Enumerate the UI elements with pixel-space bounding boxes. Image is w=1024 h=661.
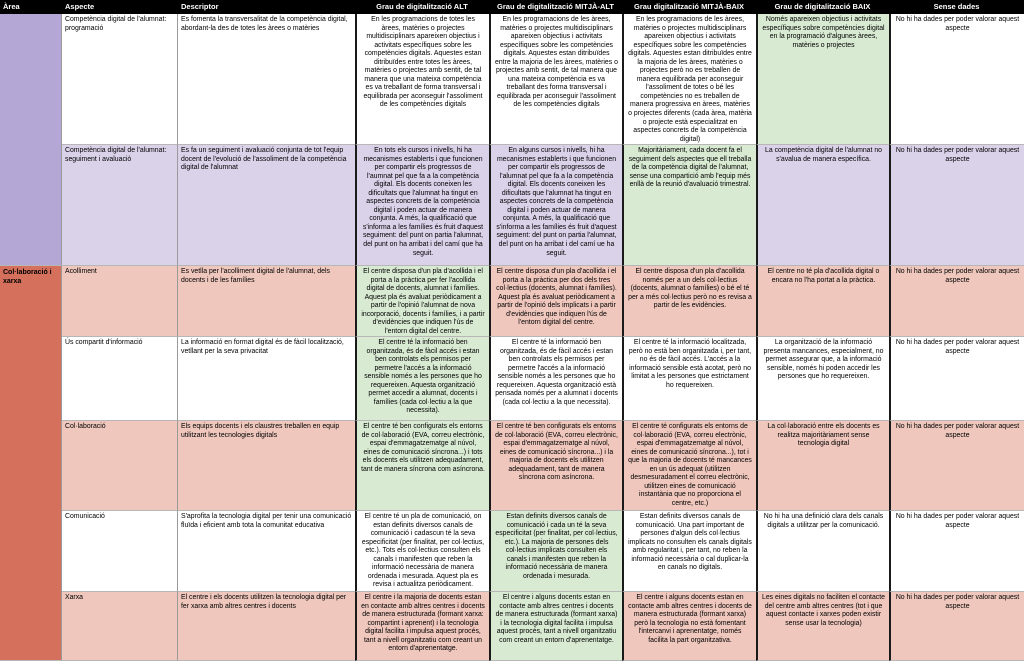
cell-grau-mitja-baix[interactable]: En les programacions de les àrees, matèries o projectes multidisciplinars apareixen objectius i activitats específiques sobre les competències digitals. Aquestes estan ditribuïdes entre la majoria de les àrees, matèries o projectes però no es treballen de manera equilibrada per aconseguir l'assoliment de totes o bé les competències no es treballen de manera progressiva en àrees, matèries o projectes diferents (cada àrea, matèria o projecte està especialitzat en aspectes concrets de la competència digital) <box>622 14 756 145</box>
cell-grau-mitja-alt[interactable]: En les programacions de les àrees, matèries o projectes multidisciplinars apareixen objectius i activitats específiques sobre les competències digitals. Aquestes estan ditribuïdes entre la majoria de les àrees, matèries o projectes amb sentit, de tal manera que una mateixa competència es va treballant des forma transversal i equilibrada per aconseguir l'assoliment de les competències digitals <box>489 14 622 145</box>
cell-grau-mitja-baix[interactable]: El centre disposa d'un pla d'acollida només per a un dels col·lectius (docents, alumnat o famílies) o bé el té per a més col·lectius però no es revisa a partir de les evidències. <box>622 266 756 337</box>
table-row <box>62 421 1024 511</box>
cell-grau-baix[interactable]: La col·laboració entre els docents es realitza majoritàriament sense tecnologia digital <box>756 421 889 511</box>
cell-grau-baix[interactable]: El centre no té pla d'acollida digital o encara no l'ha portat a la pràctica. <box>756 266 889 337</box>
table-row <box>62 14 1024 145</box>
area-cell-1[interactable] <box>0 14 62 266</box>
header-grau-mitja-alt[interactable]: Grau de digitalització MITJÀ-ALT <box>497 2 614 11</box>
cell-aspecte[interactable]: Xarxa <box>62 592 178 661</box>
cell-aspecte[interactable]: Acolliment <box>62 266 178 337</box>
cell-sense-dades[interactable]: No hi ha dades per poder valorar aquest aspecte <box>889 511 1024 592</box>
cell-sense-dades[interactable]: No hi ha dades per poder valorar aquest aspecte <box>889 14 1024 145</box>
table-row <box>62 337 1024 421</box>
cell-grau-mitja-baix[interactable]: Estan definits diversos canals de comunicació. Una part important de persones d'algun dels col·lectius implicats no consulten els canals digitals amb regularitat i, per tant, no reben la informació necessària o cal duplicar-la en canals no digitals. <box>622 511 756 592</box>
cell-grau-alt[interactable]: En les programacions de totes les àrees, matèries o projectes multidisciplinars apareixen objectius i activitats específiques sobre les competències digitals. Aquestes estan ditribuïdes entre totes les àrees, matèries o projectes amb sentit, de tal manera que una mateixa competència es va treballant de forma transversal i equilibrada per aconseguir l'assoliment de les competències digitals <box>355 14 489 145</box>
cell-descriptor[interactable]: Els equips docents i els claustres treballen en equip utilitzant les tecnologies digitals <box>178 421 355 511</box>
cell-sense-dades[interactable]: No hi ha dades per poder valorar aquest aspecte <box>889 592 1024 661</box>
area-cell-2[interactable]: Col·laboració i xarxa <box>0 266 62 661</box>
cell-grau-mitja-baix[interactable]: El centre té configurats els entorns de col·laboració (EVA, correu electrònic, espai d'emmagatzematge al núvol, eines de comunicació síncrona...), tot i que la majoria de docents té mancances en un ús adequat (utilitzen desmesuradament el correu electrònic, utilitzen eines de comunicació instantània que no proporciona el centre, etc.) <box>622 421 756 511</box>
cell-sense-dades[interactable]: No hi ha dades per poder valorar aquest aspecte <box>889 266 1024 337</box>
cell-grau-alt[interactable]: En tots els cursos i nivells, hi ha mecanismes establerts i que funcionen per compartir els progressos de l'aumnat pel que fa a la competència digital. Els docents coneixen les dificultats que l'alumnat ha tingut en aspectes concrets de la competència digital i poden actuar de manera conjunta. A més, la qualificació que s'informa a les famílies és fruit d'aquest seguiment: del punt on partia l'alumnat, del punt on ha arribat i del camí que ha seguit. <box>355 145 489 266</box>
cell-grau-baix[interactable]: Les eines digitals no faciliten el contacte del centre amb altres centres (tot i que aquest contacte i xarxes poden existir sense usar la tecnologia) <box>756 592 889 661</box>
table-row <box>62 592 1024 661</box>
cell-grau-mitja-baix[interactable]: El centre té la informació localitzada, però no està ben organitzada i, per tant, no és de fàcil accés. L'accés a la informació sensible està acotat, però no limitat a les persones que estrictament ho requereixen. <box>622 337 756 421</box>
cell-grau-baix[interactable]: Només apareixen objectius i activitats específiques sobre competències digital en la programació d'algunes àrees, matèries o projectes <box>756 14 889 145</box>
cell-descriptor[interactable]: El centre i els docents utilitzen la tecnologia digital per fer xarxa amb altres centres i docents <box>178 592 355 661</box>
cell-grau-mitja-alt[interactable]: El centre i alguns docents estan en contacte amb altres centres i docents de manera estructurada (formant xarxa) i la tecnologia digital facilita i impulsa aquest procés, tant a nivell organitzatiu com creant un entorn d'aprenentatge. <box>489 592 622 661</box>
header-descriptor[interactable]: Descriptor <box>181 2 219 11</box>
cell-grau-mitja-alt[interactable]: El centre disposa d'un pla d'acollida i el porta a la pràctica per dos dels tres col·lectius (docents, alumnat i famílies). Aquest pla és avaluat periòdicament a partir de l'opinió dels implicats i a partir d'evidències que indiquen l'ús de l'entorn digital del centre. <box>489 266 622 337</box>
header-grau-alt[interactable]: Grau de digitalització ALT <box>376 2 468 11</box>
cell-grau-mitja-alt[interactable]: Estan definits diversos canals de comunicació i cada un té la seva especificitat (per finalitat, per col·lectius, etc.). La majoria de persones dels col·lectius implicats consulten els canals i manifesten que reben la informació necessària de manera ordenada i mesurada. <box>489 511 622 592</box>
table-row <box>62 266 1024 337</box>
header-row <box>0 0 1024 14</box>
cell-grau-mitja-alt[interactable]: En alguns cursos i nivells, hi ha mecanismes establerts i que funcionen per compartir els progressos de l'alumnat pel que fa a la competència digital. Els docents coneixen les dificultats que l'alumnat ha tingut en aspectes concrets de la competència digital i poden actuar de manera conjunta. A més, la qualificació que s'informa a les famílies és fruit d'aquest seguiment: del punt on partia l'alumnat, del punt on ha arribat i del camí ue ha seguit. <box>489 145 622 266</box>
cell-grau-alt[interactable]: El centre té la informació ben organitzada, és de fàcil accés i estan ben controlats els permisos per permetre l'accés a la informació sensible només a les persones que ho requereixen. Aquesta organització permet accedir a alumnat, docents i famílies (cada col·lectiu a la que necessita). <box>355 337 489 421</box>
cell-grau-baix[interactable]: La competència digital de l'alumnat no s'avalua de manera específica. <box>756 145 889 266</box>
cell-grau-mitja-baix[interactable]: El centre i alguns docents estan en contacte amb altres centres i docents de manera estructurada (formant xarxa) però la tecnologia no està fomentant l'intercanvi i aprenentatge, només facilita la part organitzativa. <box>622 592 756 661</box>
cell-descriptor[interactable]: S'aprofita la tecnologia digital per tenir una comunicació fluïda i eficient amb tota la comunitat educativa <box>178 511 355 592</box>
cell-grau-mitja-alt[interactable]: El centre té la informació ben organitzada, és de fàcil accés i estan ben controlats els permisos per permetre l'accés a la informació sensible només a les persones que ho requereixen. Aquesta organització està pensada només per a alumnat i docents (cada col·lectiu a la que necessita). <box>489 337 622 421</box>
header-aspecte[interactable]: Aspecte <box>65 2 95 11</box>
cell-descriptor[interactable]: Es fomenta la transversalitat de la competència digital, abordant-la des de totes les àrees o matèries <box>178 14 355 145</box>
cell-aspecte[interactable]: Competència digital de l'alumnat: programació <box>62 14 178 145</box>
cell-descriptor[interactable]: La informació en format digital és de fàcil localització, vetllant per la seva privacitat <box>178 337 355 421</box>
cell-grau-mitja-baix[interactable]: Majoritàriament, cada docent fa el seguiment dels aspectes que ell treballa de la competència digital de l'alumnat, sense una compartició amb l'equip més enllà de la reunió d'avaluació trimestral. <box>622 145 756 266</box>
cell-descriptor[interactable]: Es vetlla per l'acolliment digital de l'alumnat, dels docents i de les famílies <box>178 266 355 337</box>
cell-sense-dades[interactable]: No hi ha dades per poder valorar aquest aspecte <box>889 145 1024 266</box>
cell-grau-baix[interactable]: La organització de la informació presenta mancances, especialment, no permet assegurar que, a la informació sensible, només hi poden accedir les persones que ho requereixen. <box>756 337 889 421</box>
cell-aspecte[interactable]: Competència digital de l'alumnat: seguiment i avaluació <box>62 145 178 266</box>
cell-grau-alt[interactable]: El centre té un pla de comunicació, on estan definits diversos canals de comunicació i cadascun té la seva especificitat (per finalitat, per col·lectius, etc.). Tots els col·lectius consulten els canals i manifesten que reben la informació necessària de manera ordenada i mesurada. Aquest pla es revisa i actualitza periòdicament. <box>355 511 489 592</box>
cell-aspecte[interactable]: Comunicació <box>62 511 178 592</box>
cell-grau-baix[interactable]: No hi ha una definició clara dels canals digitals a utilitzar per la comunicació. <box>756 511 889 592</box>
cell-aspecte[interactable]: Col·laboració <box>62 421 178 511</box>
cell-descriptor[interactable]: Es fa un seguiment i avaluació conjunta de tot l'equip docent de l'evolució de l'assoliment de la competència digital de l'alumnat <box>178 145 355 266</box>
table-row <box>62 511 1024 592</box>
cell-grau-alt[interactable]: El centre disposa d'un pla d'acollida i el porta a la pràctica per fer l'acollida digital de docents, alumnat i famílies. Aquest pla és avaluat periòdicament a partir de l'opinió l'alumnat de nova incorporació, docents i famílies, i a partir d'evidències que indiquen l'ús de l'entorn digital del centre. <box>355 266 489 337</box>
area-band-1 <box>0 14 1024 266</box>
header-sense-dades[interactable]: Sense dades <box>933 2 980 11</box>
cell-grau-alt[interactable]: El centre té ben configurats els entorns de col·laboració (EVA, correu electrònic, espai d'emmagatzematge al núvol, eines de comunicació síncrona...) i tots els docents els utilitzen adequadament, tant de manera síncrona com asíncrona. <box>355 421 489 511</box>
header-grau-baix[interactable]: Grau de digitalització BAIX <box>774 2 871 11</box>
cell-grau-mitja-alt[interactable]: El centre té ben configurats els entorns de col·laboració (EVA, correu electrònic, espai d'emmagatzematge al núvol, eines de comunicació síncrona...) i la majoria de docents els utilitzen adequadament, tant de manera síncrona com asíncrona. <box>489 421 622 511</box>
cell-aspecte[interactable]: Ús compartit d'informació <box>62 337 178 421</box>
header-grau-mitja-baix[interactable]: Grau digitalització MITJÀ-BAIX <box>633 2 744 11</box>
cell-sense-dades[interactable]: No hi ha dades per poder valorar aquest aspecte <box>889 421 1024 511</box>
cell-sense-dades[interactable]: No hi ha dades per poder valorar aquest aspecte <box>889 337 1024 421</box>
header-area[interactable]: Àrea <box>3 2 20 11</box>
area-band-2 <box>0 266 1024 661</box>
table-row <box>62 145 1024 266</box>
cell-grau-alt[interactable]: El centre i la majoria de docents estan en contacte amb altres centres i docents de manera estructurada (formant xarxa: compartint i aprenent) i la tecnologia digital facilita i impulsa aquest procés, tant a nivell organitzatiu com creant un entorn d'aprenentatge. <box>355 592 489 661</box>
